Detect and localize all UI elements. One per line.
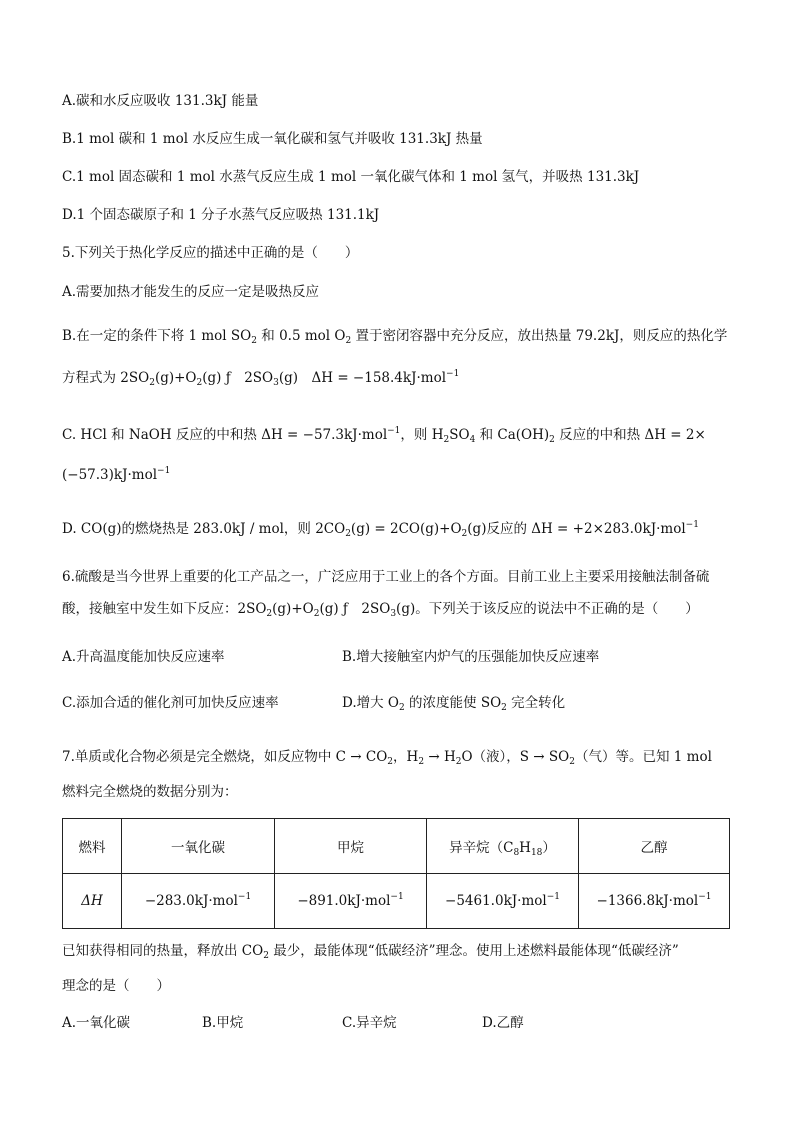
q6-option-d: D.增大 $O_2$ 的浓度能使 $SO_2$ 完全转化 [342, 695, 566, 713]
table-header-isooctane: 异辛烷$(C_8H_{18})$ [427, 819, 579, 874]
table-header-co: 一氧化碳 [122, 819, 275, 874]
table-cell-isooctane-value: −5461.0kJ·mol$^{-1}$ [427, 874, 579, 929]
q5-option-a: A.需要加热才能发生的反应一定是吸热反应 [62, 284, 320, 300]
table-cell-co-value: −283.0kJ·mol$^{-1}$ [122, 874, 275, 929]
q6-stem-line2: 酸，接触室中发生如下反应：$2SO_2(g)+O_2(g)$ ƒ $2SO_3(g)$。下列关于该反应的说法中不正确的是（ ） [62, 601, 699, 619]
q5-stem: 5.下列关于热化学反应的描述中正确的是（ ） [62, 245, 359, 261]
q6-stem-line1: 6.硫酸是当今世界上重要的化工产品之一，广泛应用于工业上的各个方面。目前工业上主要采用接触法制备硫 [62, 569, 710, 585]
q7-option-c: C.异辛烷 [342, 1015, 397, 1031]
q7-after-line1: 已知获得相同的热量，释放出 $CO_2$ 最少，最能体现“低碳经济”理念。使用上述燃料最能体现“低碳经济” [62, 943, 679, 961]
q5-option-c-line2: (−57.3)kJ·mol$^{-1}$ [62, 466, 171, 483]
q4-option-c: C.1 mol 固态碳和 1 mol 水蒸气反应生成 1 mol 一氧化碳气体和 1 mol 氢气，并吸热 131.3kJ [62, 169, 640, 185]
q6-option-a: A.升高温度能加快反应速率 [62, 649, 225, 665]
table-cell-ethanol-value: −1366.8kJ·mol$^{-1}$ [579, 874, 730, 929]
q6-option-c: C.添加合适的催化剂可加快反应速率 [62, 695, 279, 711]
q5-option-b-line2: 方程式为 $2SO_2(g)+O_2(g)$ ƒ $2SO_3(g)$ ΔH = −158.4kJ·mol$^{-1}$ [62, 369, 460, 388]
q5-option-b-line1: B.在一定的条件下将 1 mol $SO_2$ 和 0.5 mol $O_2$ 置于密闭容器中充分反应，放出热量 79.2kJ，则反应的热化学 [62, 328, 728, 346]
table-row [63, 874, 730, 929]
q4-option-d: D.1 个固态碳原子和 1 分子水蒸气反应吸热 131.1kJ [62, 207, 380, 223]
q7-stem-line1: 7.单质或化合物必须是完全燃烧，如反应物中 $C \to CO_2$，$H_2 \to H_2O$（液），$S \to SO_2$（气）等。已知 1 mol [62, 749, 712, 767]
q7-stem-line2: 燃料完全燃烧的数据分别为： [62, 784, 238, 800]
q5-option-d: D. CO(g)的燃烧热是 283.0kJ / mol，则 $2CO_2(g) = 2CO(g)+O_2(g)$反应的 ΔH = +2×283.0kJ·mol$^{-1}$ [62, 520, 699, 539]
q4-option-b: B.1 mol 碳和 1 mol 水反应生成一氧化碳和氢气并吸收 131.3kJ 热量 [62, 131, 483, 147]
q7-option-b: B.甲烷 [202, 1015, 244, 1031]
table-row [63, 819, 730, 874]
q4-option-a: A.碳和水反应吸收 131.3kJ 能量 [62, 93, 259, 109]
q5-option-c-line1: C. HCl 和 NaOH 反应的中和热 ΔH = −57.3kJ·mol$^{-1}$，则 $H_2SO_4$ 和 $Ca(OH)_2$ 反应的中和热 ΔH = 2× [62, 426, 706, 445]
table-cell-methane-value: −891.0kJ·mol$^{-1}$ [275, 874, 427, 929]
table-header-methane: 甲烷 [275, 819, 427, 874]
fuel-data-table [62, 818, 730, 929]
table-header-fuel: 燃料 [63, 819, 122, 874]
q6-option-b: B.增大接触室内炉气的压强能加快反应速率 [342, 649, 600, 665]
table-cell-dh-label: ΔH [63, 874, 122, 929]
q7-option-d: D.乙醇 [482, 1015, 524, 1031]
table-header-ethanol: 乙醇 [579, 819, 730, 874]
q7-option-a: A.一氧化碳 [62, 1015, 131, 1031]
q7-after-line2: 理念的是（ ） [62, 978, 170, 994]
